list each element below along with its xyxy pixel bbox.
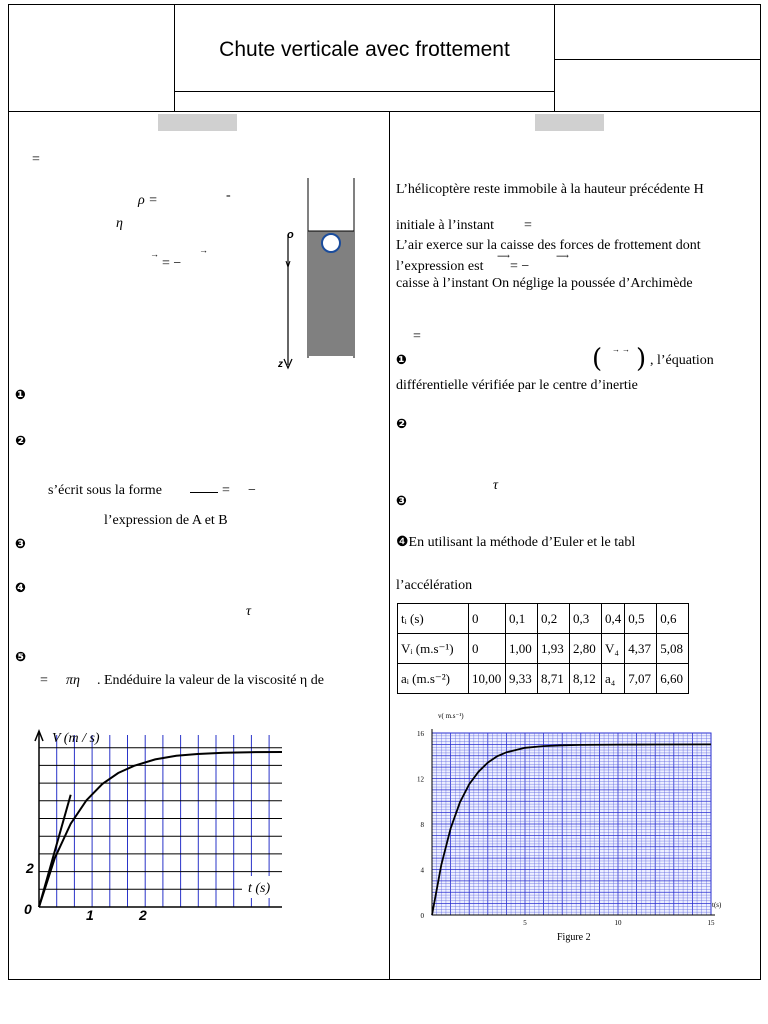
- table-cell: 0: [469, 634, 506, 664]
- figure-2-y-label: v( m.s⁻¹): [438, 712, 464, 720]
- table-cell: 0,4: [602, 604, 625, 634]
- form-eq: =: [222, 483, 230, 498]
- table-cell: 0,2: [538, 604, 570, 634]
- right-question-2-bullet: ❷: [396, 417, 408, 432]
- left-velocity-graph: [20, 725, 290, 925]
- acceleration-text: l’accélération: [396, 578, 473, 593]
- header-logo-cell: [8, 4, 175, 112]
- right-line-4: l’expression est: [396, 259, 484, 274]
- left-graph-x-tick-2: 2: [139, 907, 147, 923]
- figure-2-graph: [400, 705, 730, 950]
- table-cell: 6,60: [657, 664, 689, 694]
- right-line-5: caisse à l’instant On néglige la poussée d’Archimède: [396, 276, 693, 291]
- euler-table: [397, 603, 689, 694]
- tube-z-label: z: [278, 359, 283, 370]
- right-line-1: L’hélicoptère reste immobile à la hauteur précédente H: [396, 182, 704, 197]
- right-vector-arrow-2: ⟶: [556, 251, 569, 261]
- ball: [322, 234, 340, 252]
- table-row: [398, 664, 689, 694]
- figure-2-x-tick: 10: [614, 919, 622, 927]
- left-question-5-bullet: ❺: [15, 650, 27, 665]
- left-column-label-placeholder: [158, 114, 237, 131]
- right-line-4-eq: = −: [510, 259, 530, 274]
- table-cell: 10,00: [469, 664, 506, 694]
- table-cell: a₄: [602, 664, 625, 694]
- left-question-3-bullet: ❸: [15, 537, 27, 552]
- left-graph-x-tick-1: 1: [86, 907, 94, 923]
- table-cell: 4,37: [625, 634, 657, 664]
- table-cell: 2,80: [570, 634, 602, 664]
- table-cell: 7,07: [625, 664, 657, 694]
- right-paren-right: ): [636, 344, 647, 374]
- left-graph-y-label: V (m / s): [52, 731, 100, 746]
- right-line-2: initiale à l’instant: [396, 218, 494, 233]
- viscosity-text: . Endéduire la valeur de la viscosité η de: [97, 673, 324, 688]
- table-cell: 8,71: [538, 664, 570, 694]
- figure-2-x-tick: 5: [523, 919, 527, 927]
- right-paren-left: (: [592, 344, 603, 374]
- vector-arrow-1: →: [150, 249, 159, 259]
- figure-2-y-tick: 8: [420, 821, 424, 829]
- right-line-2-eq: =: [524, 218, 532, 233]
- figure-2-y-tick: 0: [420, 912, 424, 920]
- table-cell: 9,33: [506, 664, 538, 694]
- table-cell: 1,00: [506, 634, 538, 664]
- minus-small: -: [226, 188, 231, 203]
- right-question-1-line-2: différentielle vérifiée par le centre d’inertie: [396, 378, 638, 393]
- left-graph-y-tick: 2: [26, 860, 34, 876]
- left-tangent-line: [39, 795, 71, 907]
- form-minus: −: [248, 483, 256, 498]
- tube-figure: [270, 175, 370, 375]
- figure-2-y-tick: 4: [420, 866, 424, 875]
- table-cell: V₄: [602, 634, 625, 664]
- right-question-1-bullet: ❶: [396, 353, 408, 368]
- right-vector-arrow-1: ⟶: [497, 251, 510, 261]
- vector-arrow-2: →: [199, 245, 208, 255]
- left-question-2-bullet: ❷: [15, 434, 27, 449]
- left-tau-symbol: τ: [246, 604, 252, 619]
- figure-2-caption: Figure 2: [557, 932, 591, 943]
- figure-2-x-tick: 15: [707, 919, 715, 927]
- eta-symbol: η: [116, 216, 123, 231]
- table-cell: Vᵢ (m.s⁻¹): [398, 634, 469, 664]
- table-cell: 0,3: [570, 604, 602, 634]
- form-text: s’écrit sous la forme: [48, 483, 162, 498]
- viscosity-pieta: πη: [66, 673, 80, 688]
- left-eq-sign: =: [32, 152, 40, 167]
- tube-o-label: o: [287, 229, 294, 241]
- viscosity-eq: =: [40, 673, 48, 688]
- table-cell: 0,1: [506, 604, 538, 634]
- rho-label: ρ =: [138, 193, 158, 208]
- right-question-1-text: , l’équation: [650, 353, 714, 368]
- right-question-4-text: ❹En utilisant la méthode d’Euler et le tabl: [396, 535, 636, 550]
- left-graph-origin: 0: [24, 901, 32, 917]
- page-title: Chute verticale avec frottement: [219, 38, 510, 61]
- fraction-bar: [190, 492, 218, 493]
- table-cell: 0,6: [657, 604, 689, 634]
- right-question-3-bullet: ❸: [396, 494, 408, 509]
- friction-force-eq: = −: [162, 256, 182, 271]
- table-cell: 5,08: [657, 634, 689, 664]
- table-cell: tᵢ (s): [398, 604, 469, 634]
- right-paren-arrows: → →: [612, 345, 630, 354]
- table-cell: 8,12: [570, 664, 602, 694]
- column-divider: [389, 111, 390, 980]
- figure-2-x-label: t(s): [712, 901, 722, 909]
- figure-2-y-tick: 12: [417, 775, 424, 784]
- left-question-4-bullet: ❹: [15, 581, 27, 596]
- left-question-1-bullet: ❶: [15, 388, 27, 403]
- table-row: [398, 604, 689, 634]
- right-column-label-placeholder: [535, 114, 604, 131]
- left-graph-x-label: t (s): [248, 881, 271, 896]
- expr-text: l’expression de A et B: [104, 513, 228, 528]
- table-row: [398, 634, 689, 664]
- header-right-top-cell: [554, 4, 761, 60]
- table-cell: aᵢ (m.s⁻²): [398, 664, 469, 694]
- header-right-bottom-cell: [554, 59, 761, 112]
- header-subtitle-cell: [174, 91, 555, 112]
- table-cell: 0: [469, 604, 506, 634]
- table-cell: 1,93: [538, 634, 570, 664]
- right-line-3: L’air exerce sur la caisse des forces de frottement dont: [396, 238, 701, 253]
- right-eq-alone: =: [413, 329, 421, 344]
- figure-2-y-tick: 16: [417, 730, 424, 738]
- right-tau-symbol: τ: [493, 478, 499, 493]
- table-cell: 0,5: [625, 604, 657, 634]
